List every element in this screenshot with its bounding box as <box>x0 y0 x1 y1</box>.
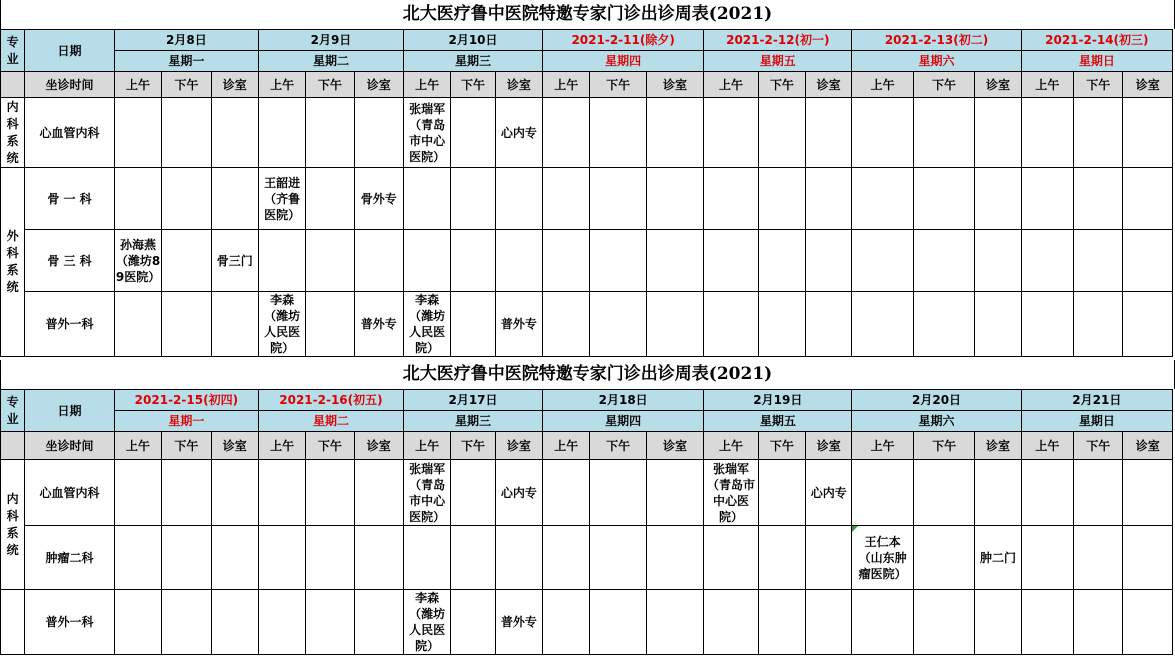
dept-row <box>1 292 1173 357</box>
slot-am: 上午 <box>704 72 758 98</box>
doctor-cell <box>258 460 305 526</box>
doctor-name: 王韶进（齐鲁医院） <box>264 175 301 222</box>
day-date-cell: 2021-2-15(初四) <box>114 390 258 411</box>
slot-room: 诊室 <box>495 432 542 460</box>
doctor-cell <box>590 98 646 168</box>
weekday-cell: 星期日 <box>1021 51 1172 72</box>
doctor-cell <box>306 98 354 168</box>
slot-pm: 下午 <box>162 72 211 98</box>
doctor-cell <box>451 590 495 655</box>
doctor-cell <box>852 168 913 230</box>
doctor-cell <box>590 168 646 230</box>
dept-row <box>1 460 1173 526</box>
doctor-cell <box>852 292 913 357</box>
weekday-cell: 星期三 <box>404 411 543 432</box>
slot-am: 上午 <box>852 432 913 460</box>
room-cell <box>975 230 1021 292</box>
room-label: 肿二门 <box>979 550 1016 565</box>
blank-cell <box>1 590 25 655</box>
time-slot-row <box>1 432 1173 460</box>
slot-am: 上午 <box>114 432 161 460</box>
room-cell <box>1123 168 1173 230</box>
slot-am: 上午 <box>114 72 161 98</box>
room-cell <box>1123 230 1173 292</box>
schedule-title: 北大医疗鲁中医院特邀专家门诊出诊周表(2021) <box>0 0 1175 29</box>
room-cell <box>1123 292 1173 357</box>
room-cell <box>975 292 1021 357</box>
time-label-cell: 坐诊时间 <box>25 72 115 98</box>
room-cell <box>211 230 258 292</box>
doctor-cell <box>114 526 161 590</box>
dept-name-cell: 肿瘤二科 <box>25 526 115 590</box>
doctor-cell <box>114 98 161 168</box>
doctor-cell <box>1074 98 1123 168</box>
day-date-cell: 2月19日 <box>704 390 852 411</box>
doctor-cell <box>1021 98 1073 168</box>
doctor-cell <box>162 230 211 292</box>
weekday-cell: 星期五 <box>704 411 852 432</box>
weekday-cell: 星期一 <box>114 51 258 72</box>
weekday-cell: 星期六 <box>852 411 1021 432</box>
doctor-cell <box>403 98 450 168</box>
room-label: 骨外专 <box>360 191 397 206</box>
slot-room: 诊室 <box>646 72 703 98</box>
doctor-cell <box>543 590 590 655</box>
room-cell <box>495 230 542 292</box>
room-cell <box>354 168 403 230</box>
day-date-cell: 2021-2-12(初一) <box>704 30 852 51</box>
doctor-cell <box>1074 168 1123 230</box>
doctor-cell <box>258 98 305 168</box>
dept-name-cell: 心血管内科 <box>25 460 115 526</box>
doctor-cell <box>590 230 646 292</box>
slot-am: 上午 <box>1021 432 1073 460</box>
doctor-cell <box>590 526 646 590</box>
slot-am: 上午 <box>543 72 590 98</box>
doctor-cell <box>543 168 590 230</box>
doctor-cell <box>1021 168 1073 230</box>
doctor-name: 李森（潍坊人民医院） <box>409 591 446 653</box>
room-cell <box>211 460 258 526</box>
schedule-title: 北大医疗鲁中医院特邀专家门诊出诊周表(2021) <box>0 360 1175 389</box>
dept-row <box>1 230 1173 292</box>
room-cell <box>806 98 852 168</box>
room-label: 心内专 <box>500 125 537 140</box>
slot-am: 上午 <box>258 72 305 98</box>
schedule-table <box>0 29 1173 357</box>
doctor-cell <box>1074 526 1123 590</box>
room-cell <box>495 98 542 168</box>
room-cell <box>211 526 258 590</box>
room-cell <box>354 590 403 655</box>
doctor-cell <box>114 590 161 655</box>
doctor-cell <box>451 460 495 526</box>
slot-pm: 下午 <box>306 432 354 460</box>
dept-row <box>1 526 1173 590</box>
doctor-cell <box>403 230 450 292</box>
doctor-cell <box>758 168 805 230</box>
date-header-cell: 日期 <box>25 390 115 432</box>
slot-pm: 下午 <box>913 72 974 98</box>
slot-room: 诊室 <box>354 432 403 460</box>
room-cell <box>1123 526 1173 590</box>
doctor-name: 张瑞军（青岛市中心医院） <box>409 101 446 164</box>
slot-pm: 下午 <box>758 432 805 460</box>
room-cell <box>211 590 258 655</box>
weekday-cell: 星期四 <box>543 411 704 432</box>
blank-cell <box>1 432 25 460</box>
doctor-cell <box>852 526 913 590</box>
slot-pm: 下午 <box>451 432 495 460</box>
slot-am: 上午 <box>258 432 305 460</box>
doctor-cell <box>451 98 495 168</box>
room-label: 普外专 <box>500 615 537 629</box>
room-cell <box>211 292 258 357</box>
weekday-cell: 星期一 <box>114 411 258 432</box>
doctor-cell <box>543 460 590 526</box>
slot-room: 诊室 <box>646 432 703 460</box>
doctor-cell <box>1021 460 1073 526</box>
slot-room: 诊室 <box>806 432 852 460</box>
doctor-cell <box>403 292 450 357</box>
slot-room: 诊室 <box>211 432 258 460</box>
doctor-cell <box>451 526 495 590</box>
day-date-cell: 2月21日 <box>1021 390 1172 411</box>
doctor-cell <box>852 230 913 292</box>
room-cell <box>354 230 403 292</box>
doctor-cell <box>404 460 451 526</box>
room-cell <box>354 98 403 168</box>
weekday-cell: 星期五 <box>704 51 852 72</box>
doctor-cell <box>114 230 161 292</box>
room-cell <box>806 168 852 230</box>
doctor-cell <box>704 460 758 526</box>
room-label: 心内专 <box>500 485 537 500</box>
doctor-cell <box>704 230 758 292</box>
slot-room: 诊室 <box>1123 72 1173 98</box>
doctor-name: 张瑞军（青岛市中心医院） <box>409 461 446 524</box>
slot-am: 上午 <box>403 72 450 98</box>
room-cell <box>975 590 1021 655</box>
day-date-cell: 2月18日 <box>543 390 704 411</box>
doctor-cell <box>913 460 974 526</box>
room-cell <box>211 168 258 230</box>
date-header-row <box>1 30 1173 51</box>
doctor-cell <box>162 98 211 168</box>
doctor-cell <box>1021 230 1073 292</box>
weekday-cell: 星期六 <box>852 51 1021 72</box>
doctor-cell <box>852 590 913 655</box>
weekday-cell: 星期三 <box>403 51 542 72</box>
room-cell <box>354 460 403 526</box>
doctor-cell <box>913 230 974 292</box>
doctor-name: 王仁本（山东肿瘤医院） <box>858 534 907 581</box>
slot-am: 上午 <box>704 432 758 460</box>
doctor-cell <box>1021 526 1073 590</box>
room-cell <box>646 590 703 655</box>
schedule-table <box>0 389 1173 655</box>
doctor-cell <box>1074 292 1123 357</box>
doctor-name: 张瑞军（青岛市中心医院） <box>706 461 755 524</box>
date-header-cell: 日期 <box>25 30 115 72</box>
slot-am: 上午 <box>852 72 913 98</box>
doctor-cell <box>162 460 211 526</box>
doctor-cell <box>1074 460 1123 526</box>
doctor-cell <box>704 526 758 590</box>
doctor-cell <box>403 168 450 230</box>
slot-room: 诊室 <box>211 72 258 98</box>
doctor-cell <box>590 292 646 357</box>
doctor-cell <box>306 230 354 292</box>
doctor-name: 李森（潍坊人民医院） <box>264 293 301 355</box>
room-cell <box>1123 590 1173 655</box>
doctor-cell <box>162 526 211 590</box>
doctor-cell <box>543 526 590 590</box>
slot-am: 上午 <box>1021 72 1073 98</box>
doctor-cell <box>162 292 211 357</box>
room-cell <box>495 526 542 590</box>
doctor-cell <box>1021 590 1073 655</box>
doctor-cell <box>1021 292 1073 357</box>
room-cell <box>495 590 542 655</box>
group-cell: 内科系统 <box>1 460 25 590</box>
specialty-header-cell: 专业 <box>1 390 25 432</box>
day-date-cell: 2021-2-13(初二) <box>852 30 1021 51</box>
weekday-header-row <box>1 411 1173 432</box>
doctor-cell <box>758 460 805 526</box>
doctor-cell <box>913 526 974 590</box>
slot-pm: 下午 <box>758 72 805 98</box>
doctor-cell <box>852 460 913 526</box>
room-cell <box>211 98 258 168</box>
room-cell <box>646 168 703 230</box>
doctor-cell <box>306 590 354 655</box>
room-cell <box>646 460 703 526</box>
doctor-cell <box>913 292 974 357</box>
doctor-cell <box>913 590 974 655</box>
room-cell <box>806 590 852 655</box>
day-date-cell: 2021-2-11(除夕) <box>543 30 704 51</box>
doctor-cell <box>590 590 646 655</box>
slot-pm: 下午 <box>1074 432 1123 460</box>
doctor-cell <box>913 98 974 168</box>
day-date-cell: 2月20日 <box>852 390 1021 411</box>
doctor-cell <box>852 98 913 168</box>
dept-row <box>1 168 1173 230</box>
doctor-name: 李森（潍坊人民医院） <box>409 293 446 355</box>
room-label: 心内专 <box>810 485 847 500</box>
slot-room: 诊室 <box>975 432 1021 460</box>
room-cell <box>646 98 703 168</box>
weekday-cell: 星期日 <box>1021 411 1172 432</box>
doctor-name: 孙海燕（潍坊89医院） <box>115 237 161 284</box>
doctor-cell <box>758 230 805 292</box>
doctor-cell <box>404 526 451 590</box>
doctor-cell <box>162 590 211 655</box>
slot-pm: 下午 <box>162 432 211 460</box>
doctor-cell <box>451 292 495 357</box>
room-cell <box>806 292 852 357</box>
dept-name-cell: 心血管内科 <box>25 98 115 168</box>
room-cell <box>975 98 1021 168</box>
doctor-cell <box>258 230 305 292</box>
doctor-cell <box>258 292 305 357</box>
day-date-cell: 2021-2-14(初三) <box>1021 30 1172 51</box>
doctor-cell <box>758 292 805 357</box>
doctor-cell <box>306 168 354 230</box>
doctor-cell <box>306 526 354 590</box>
doctor-cell <box>758 526 805 590</box>
doctor-cell <box>114 292 161 357</box>
room-label: 普外专 <box>360 317 397 331</box>
slot-pm: 下午 <box>451 72 495 98</box>
blank-cell <box>1 72 25 98</box>
room-label: 普外专 <box>500 317 537 331</box>
room-cell <box>1123 98 1173 168</box>
room-cell <box>806 460 852 526</box>
time-slot-row <box>1 72 1173 98</box>
room-cell <box>495 460 542 526</box>
doctor-cell <box>758 98 805 168</box>
schedule-week-2 <box>0 360 1175 655</box>
doctor-cell <box>258 590 305 655</box>
doctor-cell <box>258 526 305 590</box>
room-cell <box>646 230 703 292</box>
room-cell <box>646 526 703 590</box>
room-cell <box>975 460 1021 526</box>
slot-am: 上午 <box>404 432 451 460</box>
day-date-cell: 2月17日 <box>404 390 543 411</box>
doctor-cell <box>704 98 758 168</box>
day-date-cell: 2021-2-16(初五) <box>258 390 403 411</box>
doctor-cell <box>114 460 161 526</box>
room-cell <box>354 292 403 357</box>
slot-room: 诊室 <box>975 72 1021 98</box>
room-cell <box>975 526 1021 590</box>
doctor-cell <box>704 168 758 230</box>
room-cell <box>354 526 403 590</box>
weekday-header-row <box>1 51 1173 72</box>
doctor-cell <box>114 168 161 230</box>
doctor-cell <box>451 168 495 230</box>
dept-name-cell: 骨 一 科 <box>25 168 115 230</box>
doctor-cell <box>1074 230 1123 292</box>
doctor-cell <box>543 292 590 357</box>
weekday-cell: 星期二 <box>258 411 403 432</box>
slot-pm: 下午 <box>590 432 646 460</box>
room-cell <box>806 526 852 590</box>
slot-room: 诊室 <box>354 72 403 98</box>
doctor-cell <box>258 168 305 230</box>
room-cell <box>495 292 542 357</box>
slot-pm: 下午 <box>1074 72 1123 98</box>
slot-room: 诊室 <box>806 72 852 98</box>
day-date-cell: 2月8日 <box>114 30 258 51</box>
group-cell: 外科系统 <box>1 168 25 357</box>
room-cell <box>806 230 852 292</box>
time-label-cell: 坐诊时间 <box>25 432 115 460</box>
doctor-cell <box>306 292 354 357</box>
doctor-cell <box>543 98 590 168</box>
room-cell <box>1123 460 1173 526</box>
dept-row <box>1 590 1173 655</box>
slot-room: 诊室 <box>1123 432 1173 460</box>
date-header-row <box>1 390 1173 411</box>
weekday-cell: 星期二 <box>258 51 403 72</box>
dept-name-cell: 普外一科 <box>25 590 115 655</box>
day-date-cell: 2月9日 <box>258 30 403 51</box>
slot-pm: 下午 <box>590 72 646 98</box>
doctor-cell <box>704 292 758 357</box>
weekday-cell: 星期四 <box>543 51 704 72</box>
group-cell: 内科系统 <box>1 98 25 168</box>
room-cell <box>646 292 703 357</box>
doctor-cell <box>543 230 590 292</box>
doctor-cell <box>162 168 211 230</box>
slot-pm: 下午 <box>913 432 974 460</box>
slot-am: 上午 <box>543 432 590 460</box>
doctor-cell <box>306 460 354 526</box>
doctor-cell <box>1074 590 1123 655</box>
room-cell <box>495 168 542 230</box>
dept-row <box>1 98 1173 168</box>
doctor-cell <box>451 230 495 292</box>
day-date-cell: 2月10日 <box>403 30 542 51</box>
slot-room: 诊室 <box>495 72 542 98</box>
dept-name-cell: 骨 三 科 <box>25 230 115 292</box>
doctor-cell <box>704 590 758 655</box>
doctor-cell <box>758 590 805 655</box>
doctor-cell <box>404 590 451 655</box>
doctor-cell <box>590 460 646 526</box>
doctor-cell <box>913 168 974 230</box>
dept-name-cell: 普外一科 <box>25 292 115 357</box>
room-cell <box>975 168 1021 230</box>
slot-pm: 下午 <box>306 72 354 98</box>
specialty-header-cell: 专业 <box>1 30 25 72</box>
room-label: 骨三门 <box>216 253 253 268</box>
